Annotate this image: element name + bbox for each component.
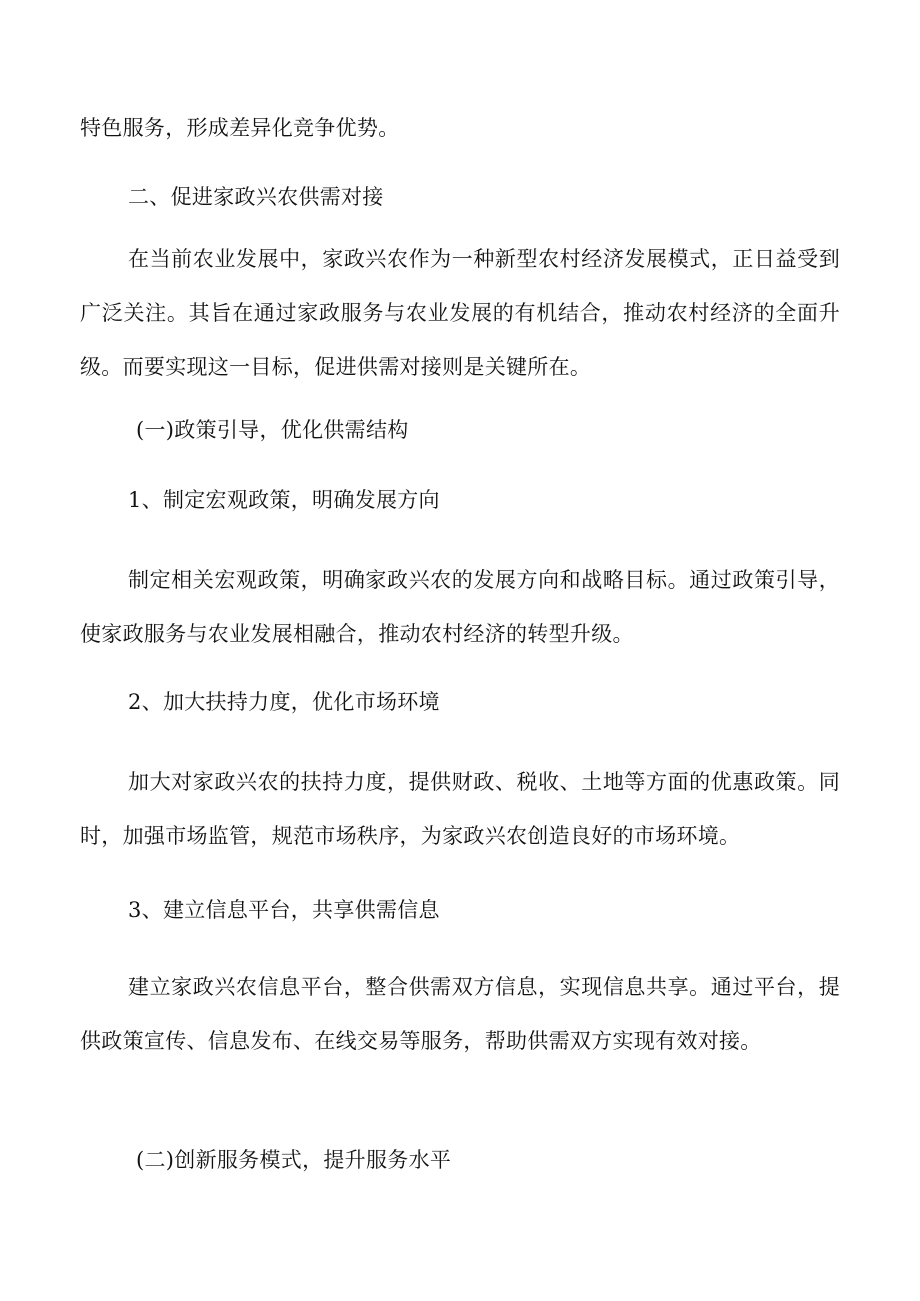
item-heading-1: 1、制定宏观政策，明确发展方向 — [128, 488, 440, 512]
paragraph-item-1: 制定相关宏观政策，明确家政兴农的发展方向和战略目标。通过政策引导，使家政服务与农业发展相融合，推动农村经济的转型升级。 — [80, 568, 840, 646]
section-heading: 二、促进家政兴农供需对接 — [128, 185, 384, 209]
subsection-heading-2: (二)创新服务模式，提升服务水平 — [136, 1148, 452, 1172]
item-heading-2: 2、加大扶持力度，优化市场环境 — [128, 690, 440, 714]
paragraph-item-2: 加大对家政兴农的扶持力度，提供财政、税收、土地等方面的优惠政策。同时，加强市场监管，规范市场秩序，为家政兴农创造良好的市场环境。 — [80, 770, 840, 848]
paragraph-intro: 在当前农业发展中，家政兴农作为一种新型农村经济发展模式，正日益受到广泛关注。其旨在通过家政服务与农业发展的有机结合，推动农村经济的全面升级。而要实现这一目标，促进供需对接则是关键所在。 — [80, 247, 840, 379]
item-heading-3: 3、建立信息平台，共享供需信息 — [128, 898, 440, 922]
subsection-heading-1: (一)政策引导，优化供需结构 — [136, 418, 409, 442]
paragraph-continuation: 特色服务，形成差异化竞争优势。 — [80, 116, 400, 140]
paragraph-item-3: 建立家政兴农信息平台，整合供需双方信息，实现信息共享。通过平台，提供政策宣传、信息发布、在线交易等服务，帮助供需双方实现有效对接。 — [80, 975, 840, 1053]
